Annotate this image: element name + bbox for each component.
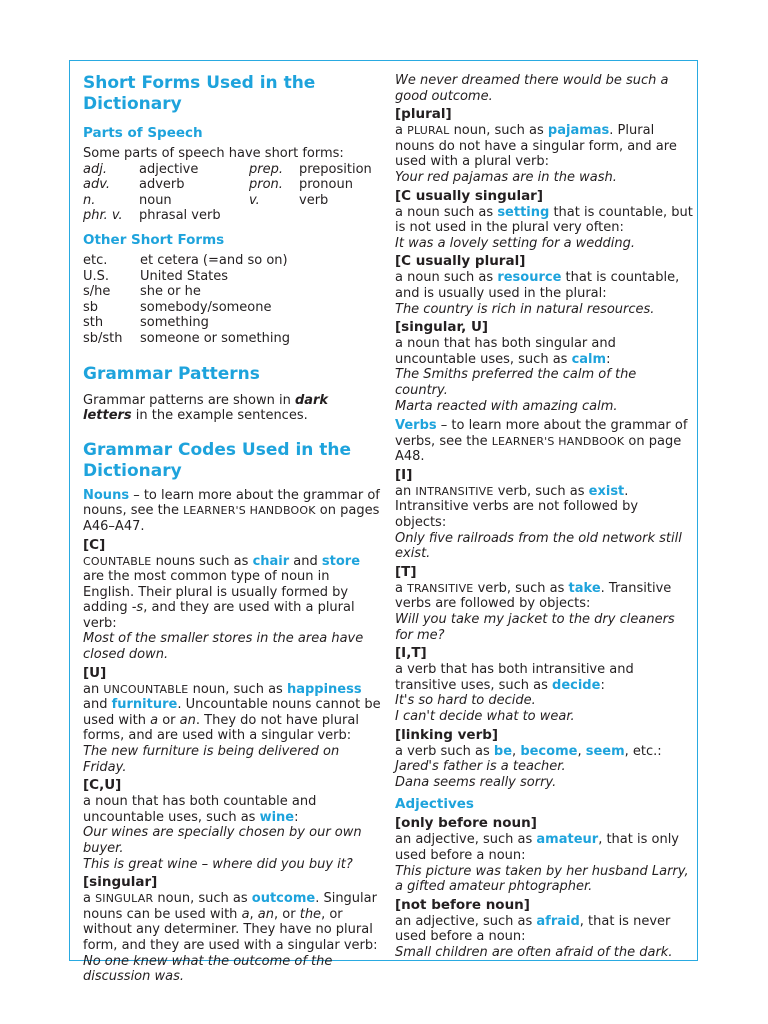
example-sentence: Your red pajamas are in the wash. — [395, 169, 617, 185]
code-cu-definition: a noun that has both countable and uncountable uses, such as wine: — [83, 794, 317, 825]
other-row: sb somebody/someone — [83, 299, 272, 315]
code-cup-definition: a noun such as resource that is countable, and is usually used in the plural: — [395, 270, 680, 301]
code-c: [C] — [83, 536, 106, 553]
example-sentence: It was a lovely setting for a wedding. — [395, 235, 636, 251]
code-it-definition: a verb that has both intransitive and transitive uses, such as decide: — [395, 662, 634, 693]
example-sentence: Small children are often afraid of the dark. — [395, 944, 673, 960]
other-row: U.S. United States — [83, 268, 229, 284]
example-sentence: Will you take my jacket to the dry cleaners for me? — [395, 612, 675, 643]
verbs-intro: Verbs – to learn more about the grammar of verbs, see the LEARNER'S HANDBOOK on page A48. — [395, 418, 688, 465]
example-sentence: Dana seems really sorry. — [395, 774, 557, 790]
example-sentence: This is great wine – where did you buy it? — [83, 856, 353, 872]
code-c-usually-plural: [C usually plural] — [395, 253, 526, 270]
page-frame — [69, 60, 698, 985]
example-sentence: Our wines are specially chosen by our own buyer. — [83, 825, 362, 856]
code-not-before-noun: [not before noun] — [395, 896, 530, 913]
code-su-definition: a noun that has both singular and uncountable uses, such as calm: — [395, 336, 616, 367]
other-row: s/he she or he — [83, 284, 201, 300]
code-singular-definition: a SINGULAR noun, such as outcome. Singular nouns can be used with a, an, or the, or without any determiner. They have no plural form, and they are used with a singular verb: — [83, 891, 378, 953]
example-sentence: The country is rich in natural resources. — [395, 301, 655, 317]
code-i-definition: an INTRANSITIVE verb, such as exist. Intransitive verbs are not followed by objects: — [395, 483, 639, 531]
code-singular: [singular] — [83, 874, 158, 891]
code-c-definition: COUNTABLE nouns such as chair and store are the most common type of noun in English. Their plural is usually formed by adding -s, and they are used with a plural verb: — [83, 553, 361, 631]
other-row: sth something — [83, 315, 209, 331]
example-sentence: Only five railroads from the old network still exist. — [395, 530, 682, 562]
title-grammar-codes: Grammar Codes Used in the Dictionary — [83, 439, 352, 481]
title-grammar-patterns: Grammar Patterns — [83, 363, 260, 384]
code-t-definition: a TRANSITIVE verb, such as take. Transitive verbs are followed by objects: — [395, 580, 672, 612]
code-singular-u: [singular, U] — [395, 319, 489, 336]
code-t: [T] — [395, 563, 417, 580]
example-sentence: We never dreamed there would be such a good outcome. — [395, 73, 669, 104]
right-column — [395, 73, 693, 961]
code-c-usually-singular: [C usually singular] — [395, 187, 544, 204]
example-sentence: Jared's father is a teacher. — [395, 759, 566, 775]
pos-row: phr. v. phrasal verb — [83, 208, 221, 224]
other-row: etc. et cetera (=and so on) — [83, 252, 288, 268]
code-nbn-definition: an adjective, such as afraid, that is never used before a noun: — [395, 913, 671, 945]
heading-parts-of-speech: Parts of Speech — [83, 125, 203, 141]
pos-table — [83, 162, 381, 224]
pos-row: adj. adjective prep. preposition — [83, 161, 372, 177]
other-row: sb/sth someone or something — [83, 330, 290, 346]
grammar-patterns-text: Grammar patterns are shown in dark letters in the example sentences. — [83, 392, 329, 424]
code-cus-definition: a noun such as setting that is countable, but is not used in the plural very often: — [395, 204, 693, 236]
example-sentence: No one knew what the outcome of the discussion was. — [83, 953, 333, 985]
heading-other-short-forms: Other Short Forms — [83, 231, 225, 248]
code-plural-definition: a PLURAL noun, such as pajamas. Plural nouns do not have a singular form, and are used with a plural verb: — [395, 123, 677, 170]
code-plural: [plural] — [395, 106, 452, 123]
code-u-definition: an UNCOUNTABLE noun, such as happiness and furniture. Uncountable nouns cannot be used with a or an. They do not have plural forms, and are used with a singular verb: — [83, 681, 381, 744]
code-only-before-noun: [only before noun] — [395, 815, 537, 832]
code-cu: [C,U] — [83, 777, 122, 794]
pos-intro: Some parts of speech have short forms: — [83, 146, 344, 161]
pos-row: adv. adverb pron. pronoun — [83, 177, 353, 193]
heading-adjectives: Adjectives — [395, 796, 474, 813]
example-sentence: The Smiths preferred the calm of the country. — [395, 367, 637, 398]
example-sentence: The new furniture is being delivered on Friday. — [83, 744, 340, 775]
example-sentence: I can't decide what to wear. — [395, 709, 575, 724]
example-sentence: Marta reacted with amazing calm. — [395, 398, 618, 414]
code-u: [U] — [83, 664, 107, 681]
example-sentence: Most of the smaller stores in the area have closed down. — [83, 631, 364, 663]
code-obn-definition: an adjective, such as amateur, that is only used before a noun: — [395, 832, 679, 863]
pos-row: n. noun v. verb — [83, 192, 329, 208]
example-sentence: It's so hard to decide. — [395, 693, 536, 709]
code-i-t: [I,T] — [395, 645, 427, 662]
example-sentence: This picture was taken by her husband Larry, a gifted amateur phtographer. — [395, 863, 689, 895]
nouns-intro: Nouns – to learn more about the grammar of nouns, see the LEARNER'S HANDBOOK on pages A46–A47. — [83, 487, 380, 534]
code-lv-definition: a verb such as be, become, seem, etc.: — [395, 743, 662, 759]
other-forms-table — [83, 253, 381, 347]
code-i: [I] — [395, 466, 413, 483]
code-linking-verb: [linking verb] — [395, 726, 499, 743]
title-short-forms: Short Forms Used in the Dictionary — [83, 73, 316, 114]
left-column — [83, 73, 381, 985]
